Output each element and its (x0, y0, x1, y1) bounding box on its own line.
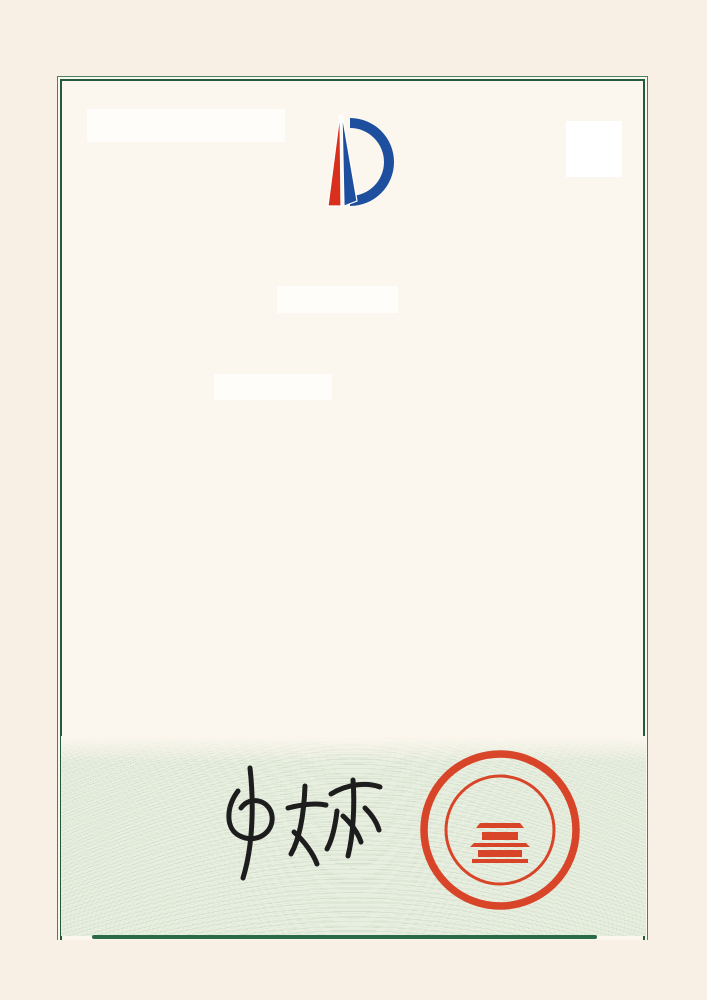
bottom-rule (92, 935, 597, 939)
patent-number-redaction-box (214, 374, 332, 400)
field-row-patent-number (100, 377, 620, 401)
seal-gate (470, 823, 530, 863)
corner-ornament-right (557, 833, 657, 943)
field-row-patentee (100, 464, 620, 488)
corner-ornament-left (50, 833, 150, 943)
field-row-grant (100, 548, 620, 572)
certificate-number-redaction (87, 109, 285, 142)
name-redaction-box (277, 286, 398, 313)
seal-emblem-ring (446, 776, 554, 884)
field-row-inventor (100, 335, 620, 359)
cnipa-logo (280, 112, 395, 208)
field-row-address (100, 506, 620, 530)
commissioner-signature (193, 756, 383, 894)
logo-spike-red (328, 114, 341, 206)
field-row-filing-date (100, 422, 620, 446)
logo-arc (350, 118, 394, 206)
qr-code (566, 121, 622, 177)
